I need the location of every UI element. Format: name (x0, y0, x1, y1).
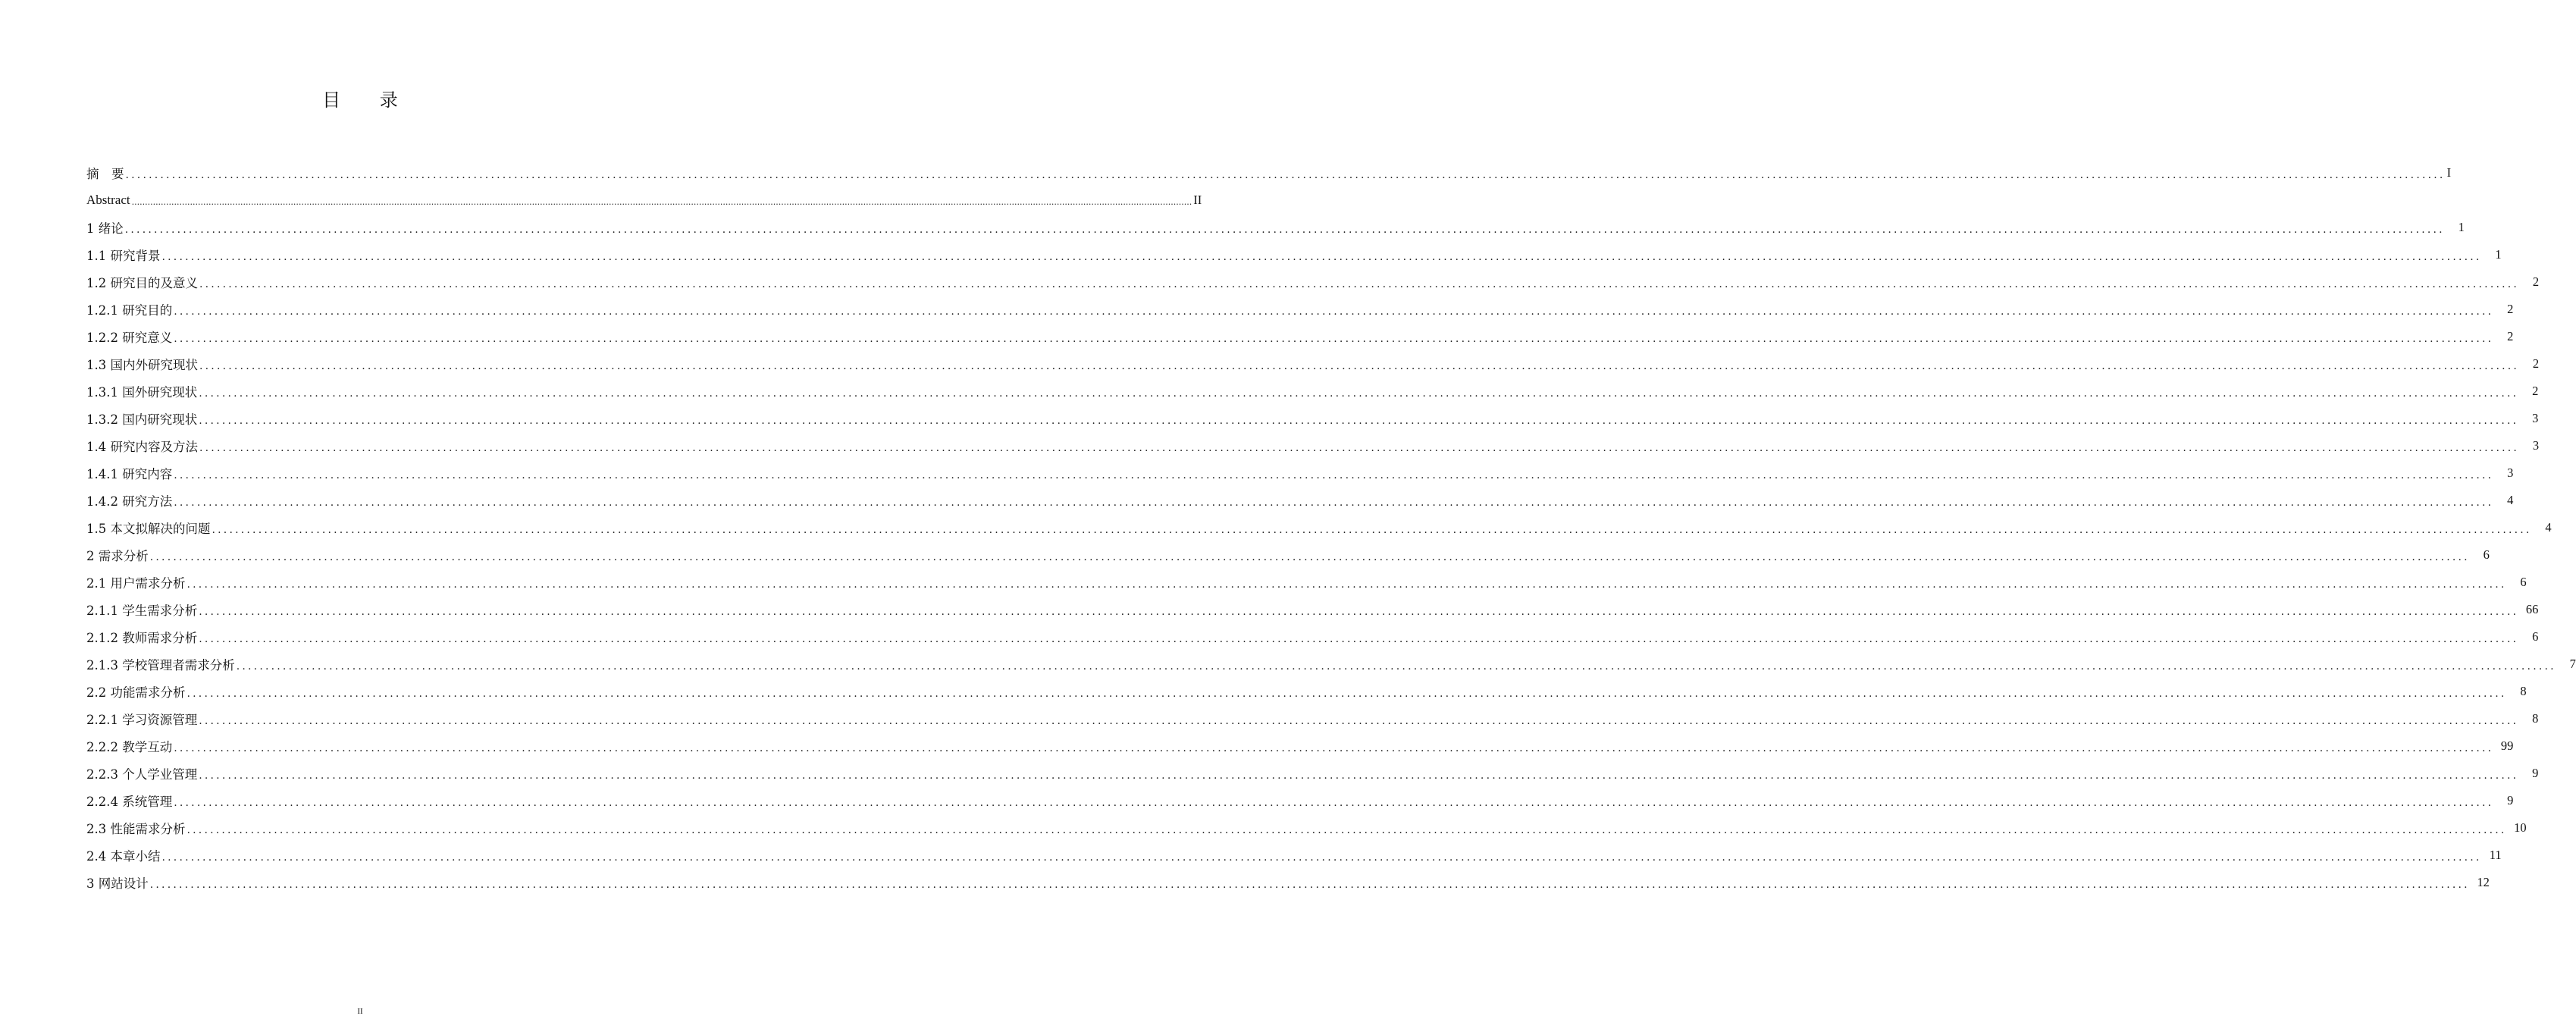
toc-entry-label: 摘 要 (86, 167, 124, 181)
dot-leader: ................................................................................................................................................................................................................................................................................................................................................................................................................ (174, 332, 2494, 345)
toc-entry-label: 2.1.3 学校管理者需求分析 (86, 658, 235, 673)
toc-entry-label: 1.4 研究内容及方法 (86, 440, 198, 454)
toc-entry-page: 7 (2569, 657, 2576, 671)
toc-entry[interactable] (86, 268, 2540, 296)
dot-leader: ................................................................................................................................................................................................................................................................................................................................................................................................................ (131, 197, 1192, 207)
toc-entry-page: 1 (2458, 220, 2465, 234)
toc-entry-page: I (2446, 165, 2452, 180)
toc-entry-label: 2.1 用户需求分析 (86, 576, 186, 591)
toc-entry-page: 10 (2514, 820, 2527, 835)
dot-leader: ................................................................................................................................................................................................................................................................................................................................................................................................................ (174, 796, 2494, 809)
toc-entry-label: 1.4.1 研究内容 (86, 467, 173, 481)
toc-entry[interactable] (86, 241, 2502, 268)
toc-entry-label: 1.2 研究目的及意义 (86, 276, 198, 290)
toc-entry-label: 1.2.2 研究意义 (86, 331, 173, 345)
toc-entry-page: 6 (2483, 547, 2490, 562)
toc-entry[interactable] (86, 787, 2514, 814)
toc-entry-page: 3 (2507, 466, 2514, 480)
dot-leader: ................................................................................................................................................................................................................................................................................................................................................................................................................ (212, 523, 2532, 536)
toc-entry[interactable] (86, 487, 2514, 514)
toc-entry[interactable] (86, 405, 2539, 432)
toc-entry[interactable] (86, 214, 2465, 241)
toc-entry[interactable] (86, 159, 2452, 187)
toc-entry-label: 1.3.2 国内研究现状 (86, 412, 198, 427)
toc-entry-label: 1.3 国内外研究现状 (86, 358, 198, 372)
toc-entry[interactable] (86, 869, 2490, 896)
dot-leader: ................................................................................................................................................................................................................................................................................................................................................................................................................ (199, 605, 2519, 618)
toc-entry-label: 1.5 本文拟解决的问题 (86, 522, 211, 536)
dot-leader: ................................................................................................................................................................................................................................................................................................................................................................................................................ (174, 496, 2494, 509)
toc-entry[interactable] (86, 651, 2576, 678)
toc-entry-label: 2.2.1 学习资源管理 (86, 713, 198, 727)
dot-leader: ................................................................................................................................................................................................................................................................................................................................................................................................................ (186, 823, 2507, 836)
toc-entry-page: 99 (2500, 738, 2514, 753)
toc-entry[interactable] (86, 514, 2552, 541)
dot-leader: ................................................................................................................................................................................................................................................................................................................................................................................................................ (161, 250, 2482, 263)
toc-entry[interactable] (86, 678, 2527, 705)
toc-entry-label: 2 需求分析 (86, 549, 149, 563)
toc-entry-label: 2.2.2 教学互动 (86, 740, 173, 754)
dot-leader: ................................................................................................................................................................................................................................................................................................................................................................................................................ (199, 387, 2519, 400)
toc-entry-label: 1.4.2 研究方法 (86, 494, 173, 509)
dot-leader: ................................................................................................................................................................................................................................................................................................................................................................................................................ (199, 632, 2519, 645)
toc-entry-page: 12 (2477, 875, 2490, 889)
toc-entry-page: 6 (2520, 575, 2527, 589)
toc-entry-label: 2.1.1 学生需求分析 (86, 604, 198, 618)
toc-entry[interactable] (86, 569, 2527, 596)
toc-entry[interactable] (86, 296, 2514, 323)
toc-entry-label: 1 绪论 (86, 221, 124, 236)
toc-entry-page: 2 (2532, 274, 2540, 289)
dot-leader: ................................................................................................................................................................................................................................................................................................................................................................................................................ (236, 660, 2556, 673)
dot-leader: ................................................................................................................................................................................................................................................................................................................................................................................................................ (149, 878, 2470, 891)
toc-entry-page: 4 (2545, 520, 2552, 535)
toc-entry-page: 2 (2507, 329, 2514, 343)
toc-entry-page: 4 (2507, 493, 2514, 507)
toc-entry-page: 8 (2520, 684, 2527, 698)
toc-entry[interactable] (86, 541, 2490, 569)
table-of-contents (86, 159, 2576, 896)
toc-entry-label: 3 网站设计 (86, 876, 149, 891)
toc-entry[interactable] (86, 814, 2527, 842)
toc-entry-page: 2 (2532, 384, 2539, 398)
toc-entry[interactable] (86, 350, 2540, 378)
toc-entry-page: 2 (2507, 302, 2514, 316)
dot-leader: ................................................................................................................................................................................................................................................................................................................................................................................................................ (199, 414, 2519, 427)
toc-entry-label: 2.4 本章小结 (86, 849, 161, 864)
page-title: 目 录 (322, 89, 415, 111)
dot-leader: ................................................................................................................................................................................................................................................................................................................................................................................................................ (186, 578, 2507, 591)
dot-leader: ................................................................................................................................................................................................................................................................................................................................................................................................................ (199, 441, 2520, 454)
toc-entry[interactable] (86, 187, 1202, 214)
toc-entry-page: 9 (2532, 766, 2539, 780)
toc-entry[interactable] (86, 459, 2514, 487)
toc-entry[interactable] (86, 760, 2539, 787)
toc-entry-page: 6 (2532, 629, 2539, 644)
toc-entry-page: 9 (2507, 793, 2514, 807)
toc-entry-label: 2.3 性能需求分析 (86, 822, 186, 836)
toc-entry[interactable] (86, 842, 2502, 869)
toc-entry-label: 2.2.4 系统管理 (86, 795, 173, 809)
toc-entry-page: II (1193, 193, 1202, 207)
dot-leader: ................................................................................................................................................................................................................................................................................................................................................................................................................ (125, 168, 2446, 181)
dot-leader: ................................................................................................................................................................................................................................................................................................................................................................................................................ (186, 687, 2507, 700)
toc-entry-page: 1 (2495, 247, 2502, 262)
toc-entry-label: 1.1 研究背景 (86, 249, 161, 263)
toc-entry[interactable] (86, 432, 2540, 459)
dot-leader: ................................................................................................................................................................................................................................................................................................................................................................................................................ (124, 223, 2445, 236)
dot-leader: ................................................................................................................................................................................................................................................................................................................................................................................................................ (174, 469, 2494, 481)
toc-entry-page: 66 (2525, 602, 2539, 616)
dot-leader: ................................................................................................................................................................................................................................................................................................................................................................................................................ (174, 305, 2494, 318)
dot-leader: ................................................................................................................................................................................................................................................................................................................................................................................................................ (174, 742, 2494, 754)
dot-leader: ................................................................................................................................................................................................................................................................................................................................................................................................................ (199, 277, 2520, 290)
dot-leader: ................................................................................................................................................................................................................................................................................................................................................................................................................ (161, 851, 2482, 864)
toc-entry[interactable] (86, 378, 2539, 405)
toc-entry[interactable] (86, 623, 2539, 651)
toc-entry-label: 1.2.1 研究目的 (86, 303, 173, 318)
dot-leader: ................................................................................................................................................................................................................................................................................................................................................................................................................ (199, 714, 2519, 727)
toc-entry-page: 11 (2489, 848, 2502, 862)
toc-entry[interactable] (86, 705, 2539, 732)
dot-leader: ................................................................................................................................................................................................................................................................................................................................................................................................................ (199, 769, 2519, 782)
toc-entry[interactable] (86, 323, 2514, 350)
toc-entry-label: 1.3.1 国外研究现状 (86, 385, 198, 400)
toc-entry-label: Abstract (86, 193, 130, 207)
dot-leader: ................................................................................................................................................................................................................................................................................................................................................................................................................ (199, 359, 2520, 372)
toc-entry[interactable] (86, 596, 2539, 623)
toc-entry[interactable] (86, 732, 2514, 760)
toc-entry-label: 2.2.3 个人学业管理 (86, 767, 198, 782)
toc-entry-page: 8 (2532, 711, 2539, 726)
toc-entry-page: 3 (2532, 411, 2539, 425)
toc-entry-page: 3 (2532, 438, 2540, 453)
toc-entry-label: 2.1.2 教师需求分析 (86, 631, 198, 645)
dot-leader: ................................................................................................................................................................................................................................................................................................................................................................................................................ (149, 550, 2470, 563)
toc-entry-page: 2 (2532, 356, 2540, 371)
page-footer-number: II (357, 1007, 363, 1016)
toc-entry-label: 2.2 功能需求分析 (86, 685, 186, 700)
